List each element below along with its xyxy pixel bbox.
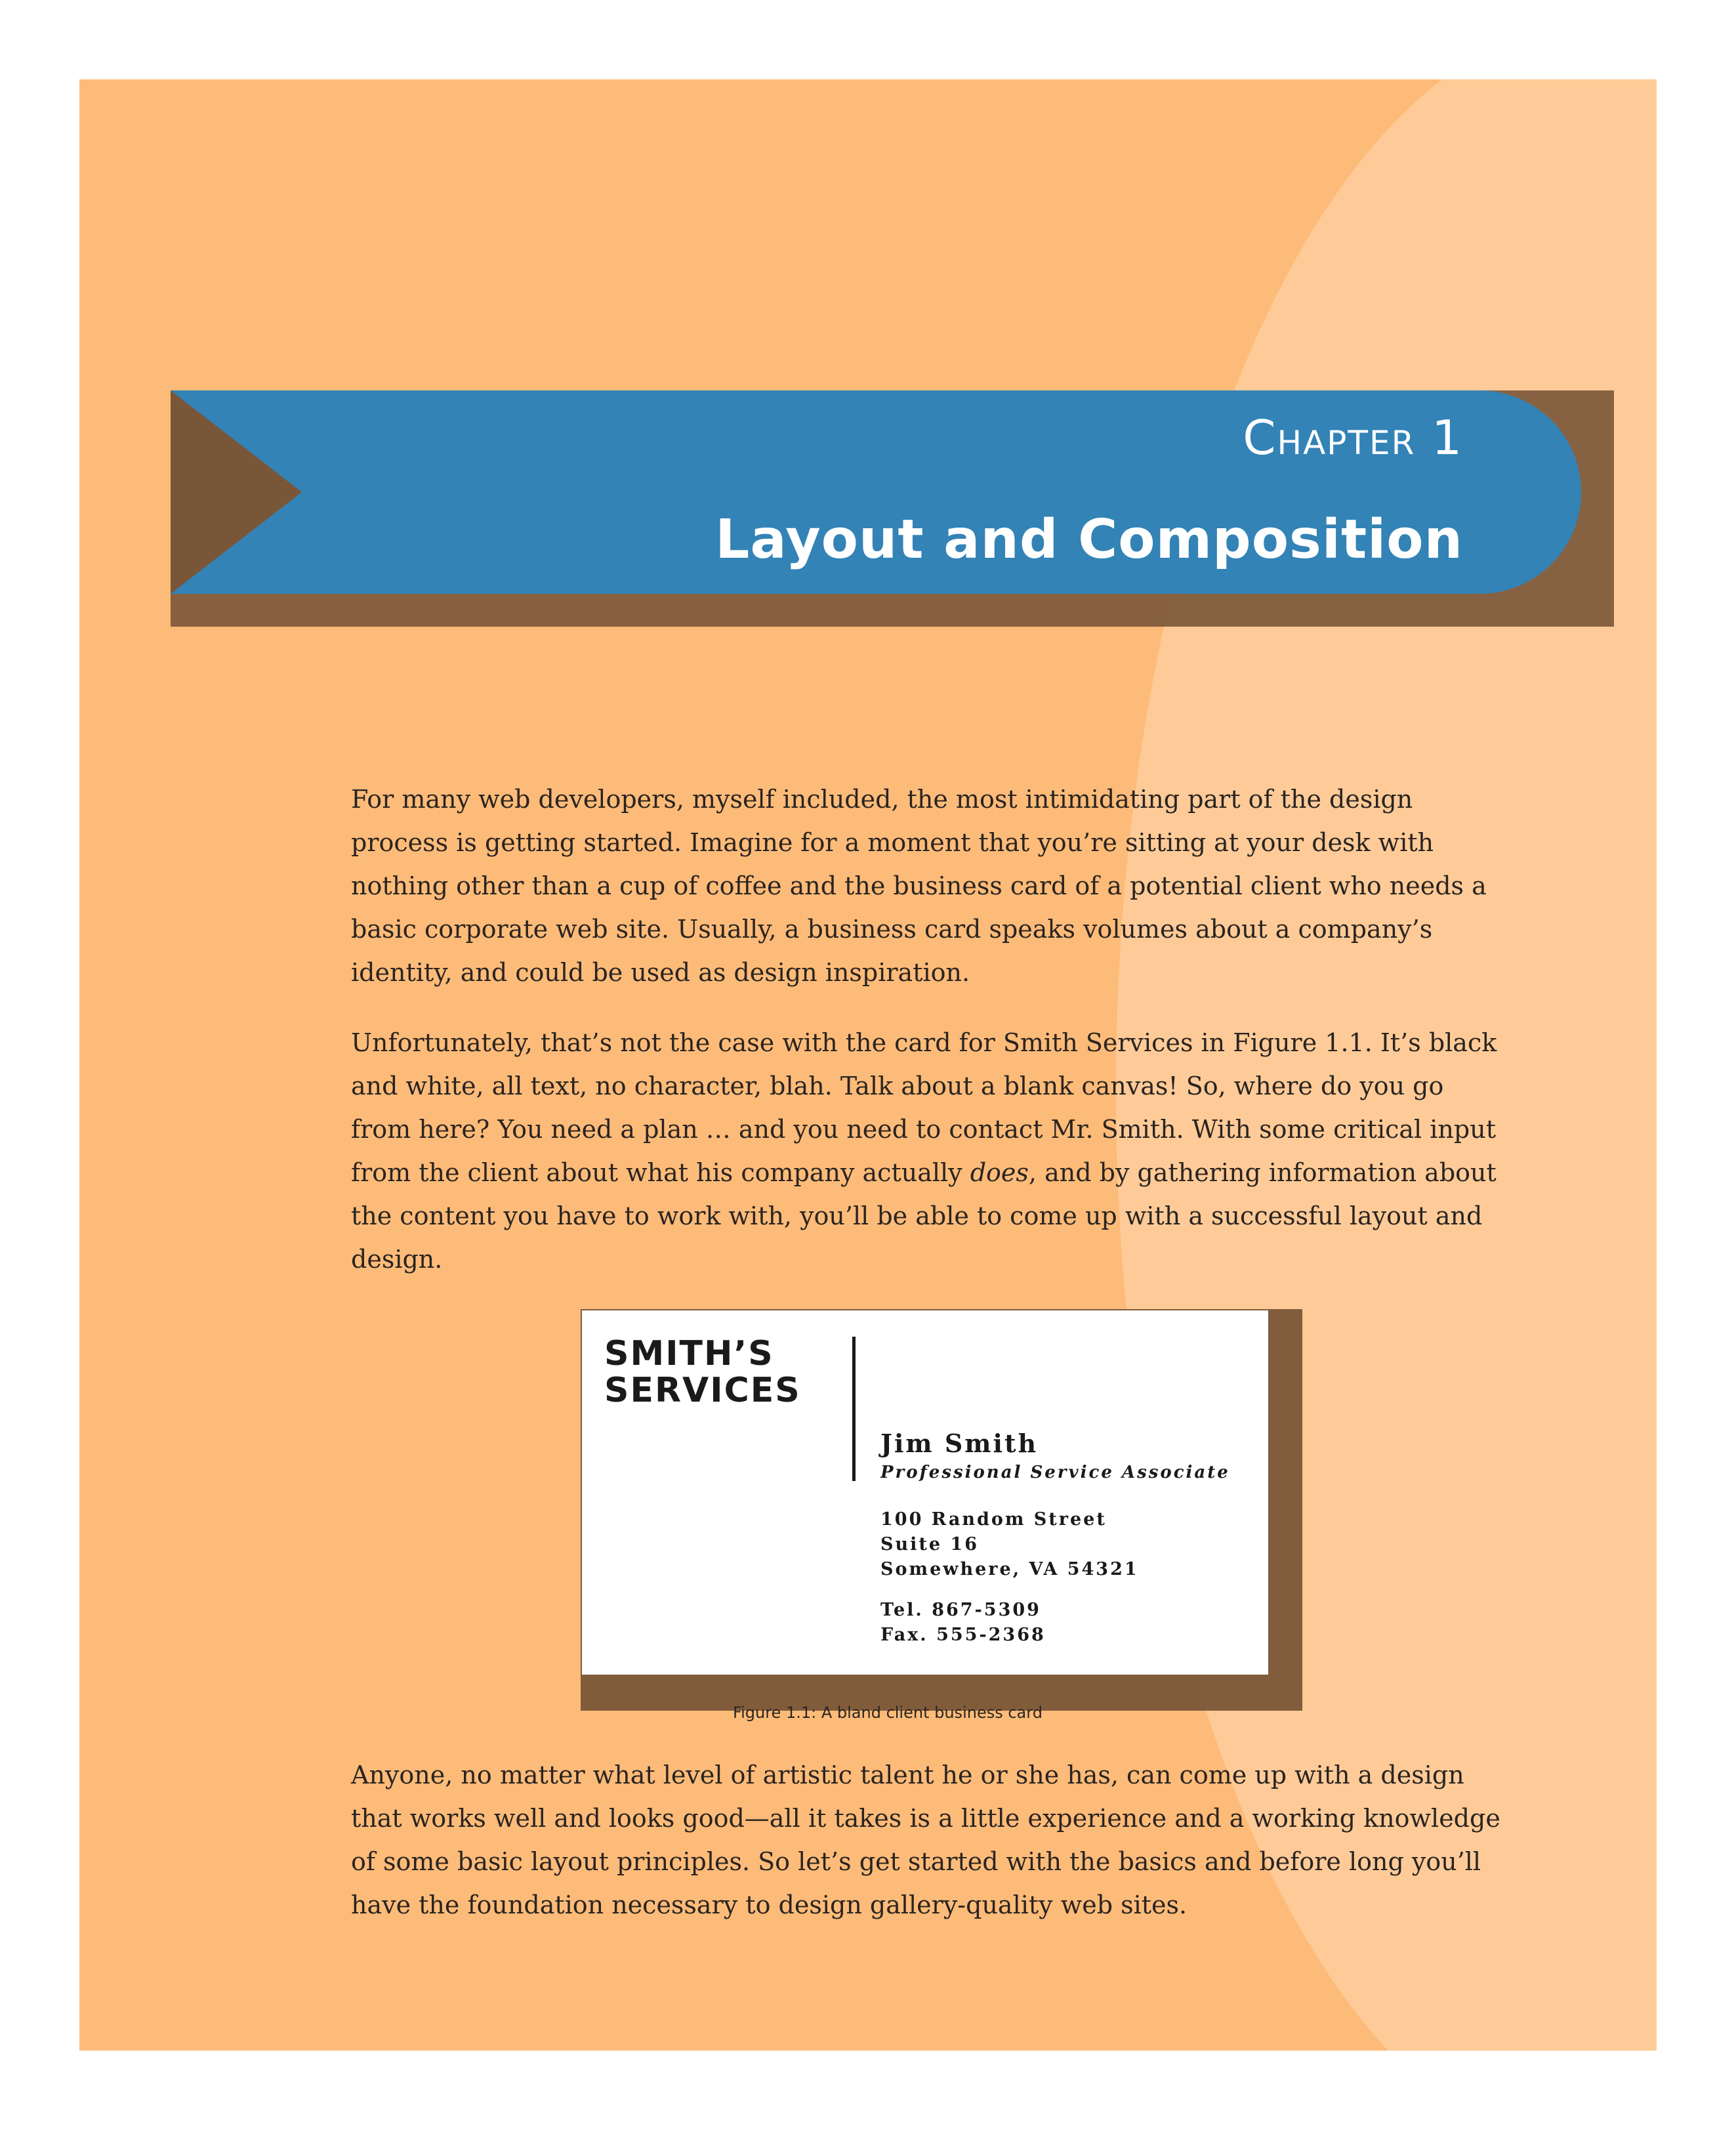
body-paragraph-2	[351, 1021, 1506, 1281]
card-company-line-2: SERVICES	[604, 1371, 801, 1410]
paragraph-2-emphasis: does	[970, 1158, 1029, 1187]
paragraph-2-text-start: Unfortunately, that’s not the case with the card for Smith Services in Figure 1.1. It’s black and white, all text, no character, blah. Talk about a blank canvas! So, where do you go from here? You need a plan … and you need to contact Mr. Smith. With some critical input from the client about what his company actually	[351, 1028, 1497, 1187]
figure-business-card	[581, 1309, 1302, 1711]
card-telephone: Tel. 867-5309	[880, 1600, 1041, 1620]
card-person-role: Professional Service Associate	[880, 1463, 1230, 1482]
card-contact	[880, 1598, 1046, 1648]
chapter-title: Layout and Composition	[715, 509, 1463, 571]
card-address-line-2: Suite 16	[880, 1534, 980, 1555]
card-address-line-1: 100 Random Street	[880, 1509, 1107, 1530]
figure-caption	[0, 1703, 1736, 1722]
card-divider	[852, 1337, 856, 1481]
card-person-name: Jim Smith	[880, 1429, 1039, 1458]
banner-triangle	[171, 390, 302, 594]
card-fax: Fax. 555-2368	[880, 1625, 1046, 1645]
card-company-name	[604, 1335, 801, 1409]
body-paragraph-3: Anyone, no matter what level of artistic talent he or she has, can come up with a design that works well and looks good—all it takes is a little experience and a working knowledge of some basic layout principles. So let’s get started with the basics and before long you’ll have the foundation necessary to design gallery-quality web sites.	[351, 1761, 1500, 1919]
paragraph-2-text-end: , and by gathering information about the content you have to work with, you’ll be able to come up with a successful layout and design.	[351, 1158, 1497, 1274]
card-address-line-3: Somewhere, VA 54321	[880, 1559, 1139, 1579]
business-card	[582, 1310, 1268, 1675]
banner-blue-band	[171, 390, 1581, 594]
chapter-banner	[171, 390, 1614, 627]
body-paragraph-1: For many web developers, myself included, the most intimidating part of the design process is getting started. Imagine for a moment that you’re sitting at your desk with nothing other than a cup of coffee and the business card of a potential client who needs a basic corporate web site. Usually, a business card speaks volumes about a company’s identity, and could be used as design inspiration.	[351, 785, 1487, 987]
figure-caption-text: Figure 1.1: A bland client business card	[733, 1703, 1043, 1722]
chapter-label: Chapter 1	[1243, 410, 1463, 465]
card-company-line-1: SMITH’S	[604, 1334, 774, 1373]
card-address	[880, 1507, 1139, 1582]
